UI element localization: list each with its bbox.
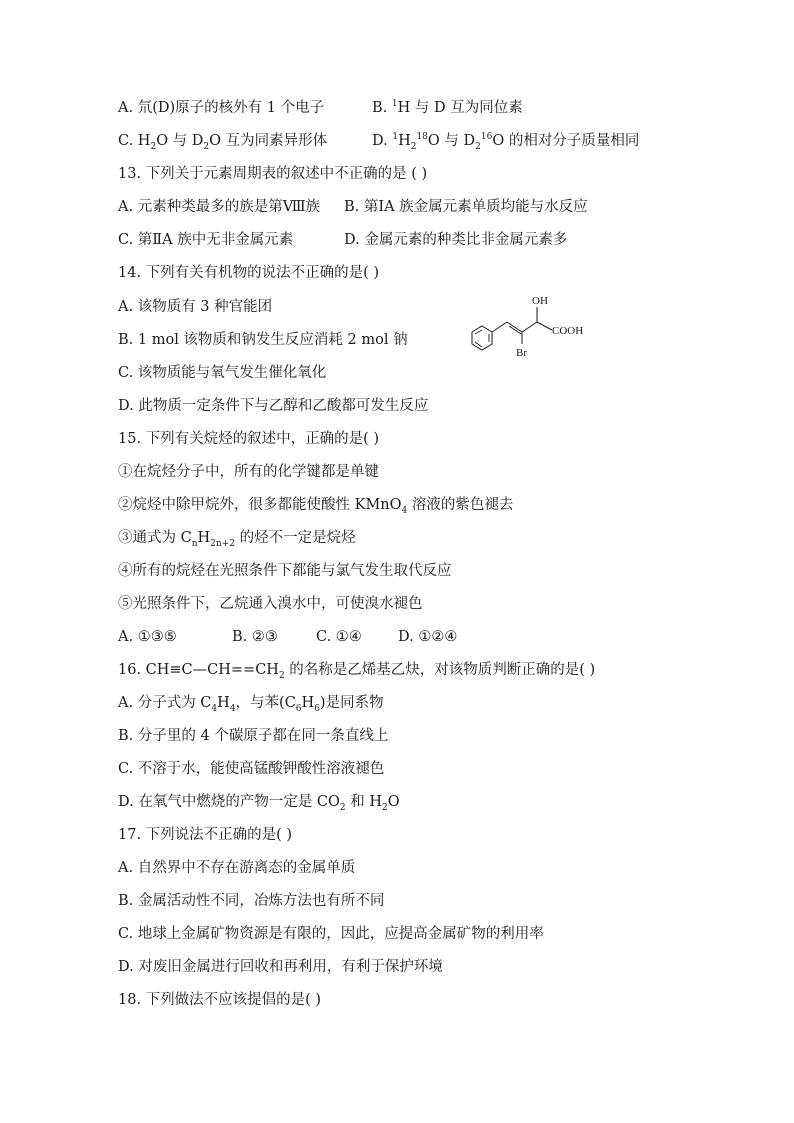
q15-option-c: C. ①④ — [316, 629, 362, 645]
q14-option-d: D. 此物质一定条件下与乙醇和乙酸都可发生反应 — [118, 398, 429, 414]
q13-option-a: A. 元素种类最多的族是第Ⅷ族 — [118, 199, 321, 215]
q16-stem: 16. $CH\equiv C—CH==CH_2$ 的名称是乙烯基乙炔，对该物质判断正确的是( ) — [118, 662, 596, 681]
q14-option-c: C. 该物质能与氧气发生催化氧化 — [118, 365, 327, 381]
chemical-structure-image — [462, 292, 602, 362]
q18-stem: 18. 下列做法不应该提倡的是( ) — [118, 992, 322, 1008]
q12-option-b: B. $^1$H 与 D 互为同位素 — [372, 99, 523, 116]
q13-option-d: D. 金属元素的种类比非金属元素多 — [344, 232, 568, 248]
q13-option-b: B. 第ⅠA 族金属元素单质均能与水反应 — [344, 199, 588, 215]
q14-stem: 14. 下列有关有机物的说法不正确的是( ) — [118, 265, 380, 281]
q15-statement-1: ①在烷烃分子中，所有的化学键都是单键 — [118, 464, 379, 480]
q17-option-c: C. 地球上金属矿物资源是有限的，因此，应提高金属矿物的利用率 — [118, 926, 544, 942]
q13-option-c: C. 第ⅡA 族中无非金属元素 — [118, 232, 294, 248]
q15-stem: 15. 下列有关烷烃的叙述中，正确的是( ) — [118, 431, 380, 447]
q16-option-b: B. 分子里的 4 个碳原子都在同一条直线上 — [118, 728, 389, 744]
q15-statement-5: ⑤光照条件下，乙烷通入溴水中，可使溴水褪色 — [118, 596, 423, 612]
q16-option-d: D. 在氧气中燃烧的产物一定是 $CO_2$ 和 $H_2O$ — [118, 794, 400, 813]
q17-stem: 17. 下列说法不正确的是( ) — [118, 827, 293, 843]
q12-option-d: D. $^1H_2^{18}O$ 与 $D_2^{16}O$ 的相对分子质量相同 — [372, 132, 640, 152]
q14-option-a: A. 该物质有 3 种官能团 — [118, 299, 273, 315]
q17-option-d: D. 对废旧金属进行回收和再利用，有利于保护环境 — [118, 959, 443, 975]
q15-option-b: B. ②③ — [232, 629, 278, 645]
q16-option-a: A. 分子式为 $C_4H_4$，与苯$(C_6H_6)$是同系物 — [118, 695, 384, 714]
structure-label-oh: OH — [532, 295, 548, 307]
q17-option-b: B. 金属活动性不同，冶炼方法也有所不同 — [118, 893, 385, 909]
q15-statement-3: ③通式为 $C_nH_{2n+2}$ 的烃不一定是烷烃 — [118, 530, 356, 549]
q15-statement-2: ②烷烃中除甲烷外，很多都能使酸性 KMnO$_4$ 溶液的紫色褪去 — [118, 497, 514, 516]
q16-option-c: C. 不溶于水，能使高锰酸钾酸性溶液褪色 — [118, 761, 385, 777]
q13-stem: 13. 下列关于元素周期表的叙述中不正确的是 ( ) — [118, 166, 428, 182]
q17-option-a: A. 自然界中不存在游离态的金属单质 — [118, 860, 356, 876]
structure-label-br: Br — [516, 347, 527, 359]
q12-option-a: A. 氘(D)原子的核外有 1 个电子 — [118, 100, 325, 116]
q14-option-b: B. 1 mol 该物质和钠发生反应消耗 2 mol 钠 — [118, 332, 408, 348]
structure-label-cooh: COOH — [552, 325, 584, 337]
q15-option-a: A. ①③⑤ — [118, 629, 177, 645]
q15-option-d: D. ①②④ — [398, 629, 458, 645]
q15-statement-4: ④所有的烷烃在光照条件下都能与氯气发生取代反应 — [118, 563, 452, 579]
q12-option-c: C. $H_2O$ 与 $D_2O$ 互为同素异形体 — [118, 133, 328, 152]
